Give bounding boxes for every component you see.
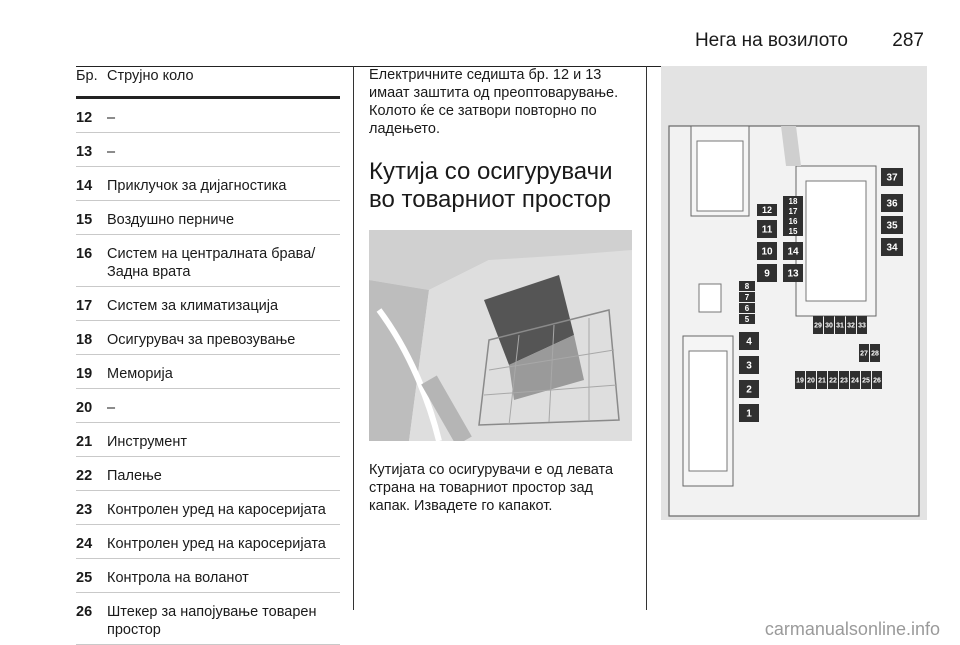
fuse-number: 16 [76, 246, 93, 262]
fuse-number: 19 [76, 366, 93, 382]
table-row [76, 133, 340, 167]
table-row [76, 457, 340, 491]
circuit-name: Инструмент [107, 434, 187, 450]
fuse-number: 23 [76, 502, 93, 518]
fuse-label-18 [783, 196, 803, 206]
fuse-label-12 [757, 204, 777, 216]
fuse-label-15 [783, 226, 803, 236]
table-row [76, 235, 340, 287]
fuse-label-24 [850, 371, 860, 389]
circuit-name: Палење [107, 468, 162, 484]
circuit-name: Осигурувач за превозување [107, 332, 296, 348]
illustration-caption: Кутијата со осигурувачи е од левата страна на товарниот простор зад капак. Извадете го капакот. [369, 462, 614, 514]
fuse-label-2 [739, 380, 759, 398]
table-body [76, 99, 340, 645]
circuit-name: – [107, 110, 116, 126]
page-header [76, 18, 924, 52]
fuse-number-label: 3 [746, 360, 752, 372]
fuse-number: 15 [76, 212, 93, 228]
fuse-number-label: 37 [886, 172, 898, 184]
fuse-label-29 [813, 316, 823, 334]
fuse-label-17 [783, 206, 803, 216]
fuse-number-label: 5 [744, 314, 750, 324]
fuse-number-label: 2 [746, 384, 752, 396]
fuse-number: 22 [76, 468, 93, 484]
fuse-label-19 [795, 371, 805, 389]
column-divider-2 [646, 66, 647, 610]
fuse-number-label: 31 [836, 322, 844, 330]
table-row [76, 593, 340, 645]
fuse-number-label: 13 [787, 268, 799, 280]
intro-paragraph: Електричните седишта бр. 12 и 13 имаат заштита од преоптоварување. Колото ќе се затвори повторно по ладењето. [369, 67, 619, 137]
fuse-number: 24 [76, 536, 93, 552]
watermark-text: carmanualsonline.info [764, 619, 940, 639]
fuse-number-label: 35 [886, 220, 898, 232]
fuse-number-label: 27 [860, 350, 868, 358]
column-header-circuit: Струјно коло [107, 68, 194, 84]
fuse-label-35 [881, 216, 903, 234]
fuse-label-33 [857, 316, 867, 334]
column-header-number: Бр. [76, 68, 98, 84]
section-title: Нега на возилото [694, 30, 848, 51]
fuse-number-label: 30 [825, 322, 833, 330]
fuse-number-label: 12 [761, 205, 773, 216]
table-row [76, 559, 340, 593]
fuse-label-25 [861, 371, 871, 389]
fuse-number-label: 29 [814, 322, 822, 330]
fuse-number-label: 16 [788, 216, 798, 226]
cargo-area-illustration [369, 230, 632, 441]
fuse-number-label: 36 [886, 198, 898, 210]
fuse-number-label: 9 [764, 268, 770, 280]
circuit-name: – [107, 400, 116, 416]
fuse-label-30 [824, 316, 834, 334]
fuse-label-1 [739, 404, 759, 422]
fuse-number-label: 20 [807, 377, 815, 385]
circuit-name: Штекер за напојување товарен простор [107, 604, 317, 638]
relay-left-top-body [697, 141, 743, 211]
fuse-number: 17 [76, 298, 93, 314]
fuse-number-label: 22 [829, 377, 837, 385]
cargo-area-drawing [369, 230, 632, 441]
fuse-number-label: 8 [744, 281, 750, 291]
fuse-number: 25 [76, 570, 93, 586]
fuse-number-label: 24 [851, 377, 859, 385]
table-row [76, 525, 340, 559]
fuse-label-31 [835, 316, 845, 334]
circuit-name: Контролен уред на каросеријата [107, 502, 326, 518]
fuse-label-10 [757, 242, 777, 260]
fuse-label-22 [828, 371, 838, 389]
fuse-label-14 [783, 242, 803, 260]
fuse-label-28 [870, 344, 880, 362]
fuse-number-label: 10 [761, 246, 773, 258]
fuse-number-label: 28 [871, 350, 879, 358]
fuse-number: 13 [76, 144, 93, 160]
fuse-box-diagram [661, 66, 927, 520]
fuse-label-7 [739, 292, 755, 302]
circuit-name: Систем на централната брава/Задна врата [107, 246, 316, 280]
table-header [76, 64, 340, 90]
fuse-box-drawing [661, 66, 927, 520]
fuse-label-27 [859, 344, 869, 362]
fuse-number: 12 [76, 110, 93, 126]
fuse-number-label: 21 [818, 377, 826, 385]
circuit-name: Контрола на воланот [107, 570, 249, 586]
fuse-label-26 [872, 371, 882, 389]
connector-block [699, 284, 721, 312]
table-row [76, 167, 340, 201]
fuse-number-label: 23 [840, 377, 848, 385]
fuse-number-label: 25 [862, 377, 870, 385]
table-row [76, 423, 340, 457]
fuse-label-11 [757, 220, 777, 238]
fuse-number-label: 26 [873, 377, 881, 385]
fuse-number-label: 18 [788, 196, 798, 206]
table-row [76, 355, 340, 389]
column-divider-1 [353, 66, 354, 610]
fuse-label-3 [739, 356, 759, 374]
fuse-number-label: 17 [788, 206, 798, 216]
fuse-label-34 [881, 238, 903, 256]
fuse-number-label: 19 [796, 377, 804, 385]
fuse-number-label: 4 [746, 336, 752, 348]
table-row [76, 491, 340, 525]
fuse-label-4 [739, 332, 759, 350]
fuse-number-label: 15 [788, 226, 798, 236]
fuse-number: 14 [76, 178, 93, 194]
fuse-number: 20 [76, 400, 93, 416]
fuse-label-6 [739, 303, 755, 313]
circuit-name: Приклучок за дијагностика [107, 178, 287, 194]
circuit-name: – [107, 144, 116, 160]
fuse-label-16 [783, 216, 803, 226]
fuse-number-label: 33 [858, 322, 866, 330]
fuse-number-label: 14 [787, 246, 799, 258]
table-row [76, 99, 340, 133]
relay-left-bottom-body [689, 351, 727, 471]
circuit-name: Контролен уред на каросеријата [107, 536, 326, 552]
circuit-name: Меморија [107, 366, 173, 382]
fuse-label-13 [783, 264, 803, 282]
fuse-number-label: 1 [746, 408, 752, 420]
fuse-table [76, 64, 340, 645]
fuse-number: 21 [76, 434, 93, 450]
relay-right-body [806, 181, 866, 301]
table-row [76, 287, 340, 321]
fuse-number: 26 [76, 604, 93, 620]
page-number: 287 [892, 30, 924, 51]
circuit-name: Воздушно перниче [107, 212, 235, 228]
fuse-number-label: 11 [761, 224, 773, 236]
fuse-label-9 [757, 264, 777, 282]
section-heading: Кутија со осигурувачи во товарниот простор [369, 158, 613, 213]
fuse-label-20 [806, 371, 816, 389]
fuse-number-label: 6 [744, 303, 750, 313]
fuse-label-23 [839, 371, 849, 389]
circuit-name: Систем за климатизација [107, 298, 279, 314]
middle-column [369, 66, 633, 515]
fuse-label-5 [739, 314, 755, 324]
table-row [76, 201, 340, 235]
fuse-number-label: 32 [847, 322, 855, 330]
fuse-label-21 [817, 371, 827, 389]
fuse-label-32 [846, 316, 856, 334]
fuse-number-label: 34 [886, 242, 898, 254]
table-row [76, 321, 340, 355]
fuse-label-8 [739, 281, 755, 291]
fuse-label-37 [881, 168, 903, 186]
fuse-label-36 [881, 194, 903, 212]
table-row [76, 389, 340, 423]
fuse-number-label: 7 [744, 292, 750, 302]
fuse-number: 18 [76, 332, 93, 348]
